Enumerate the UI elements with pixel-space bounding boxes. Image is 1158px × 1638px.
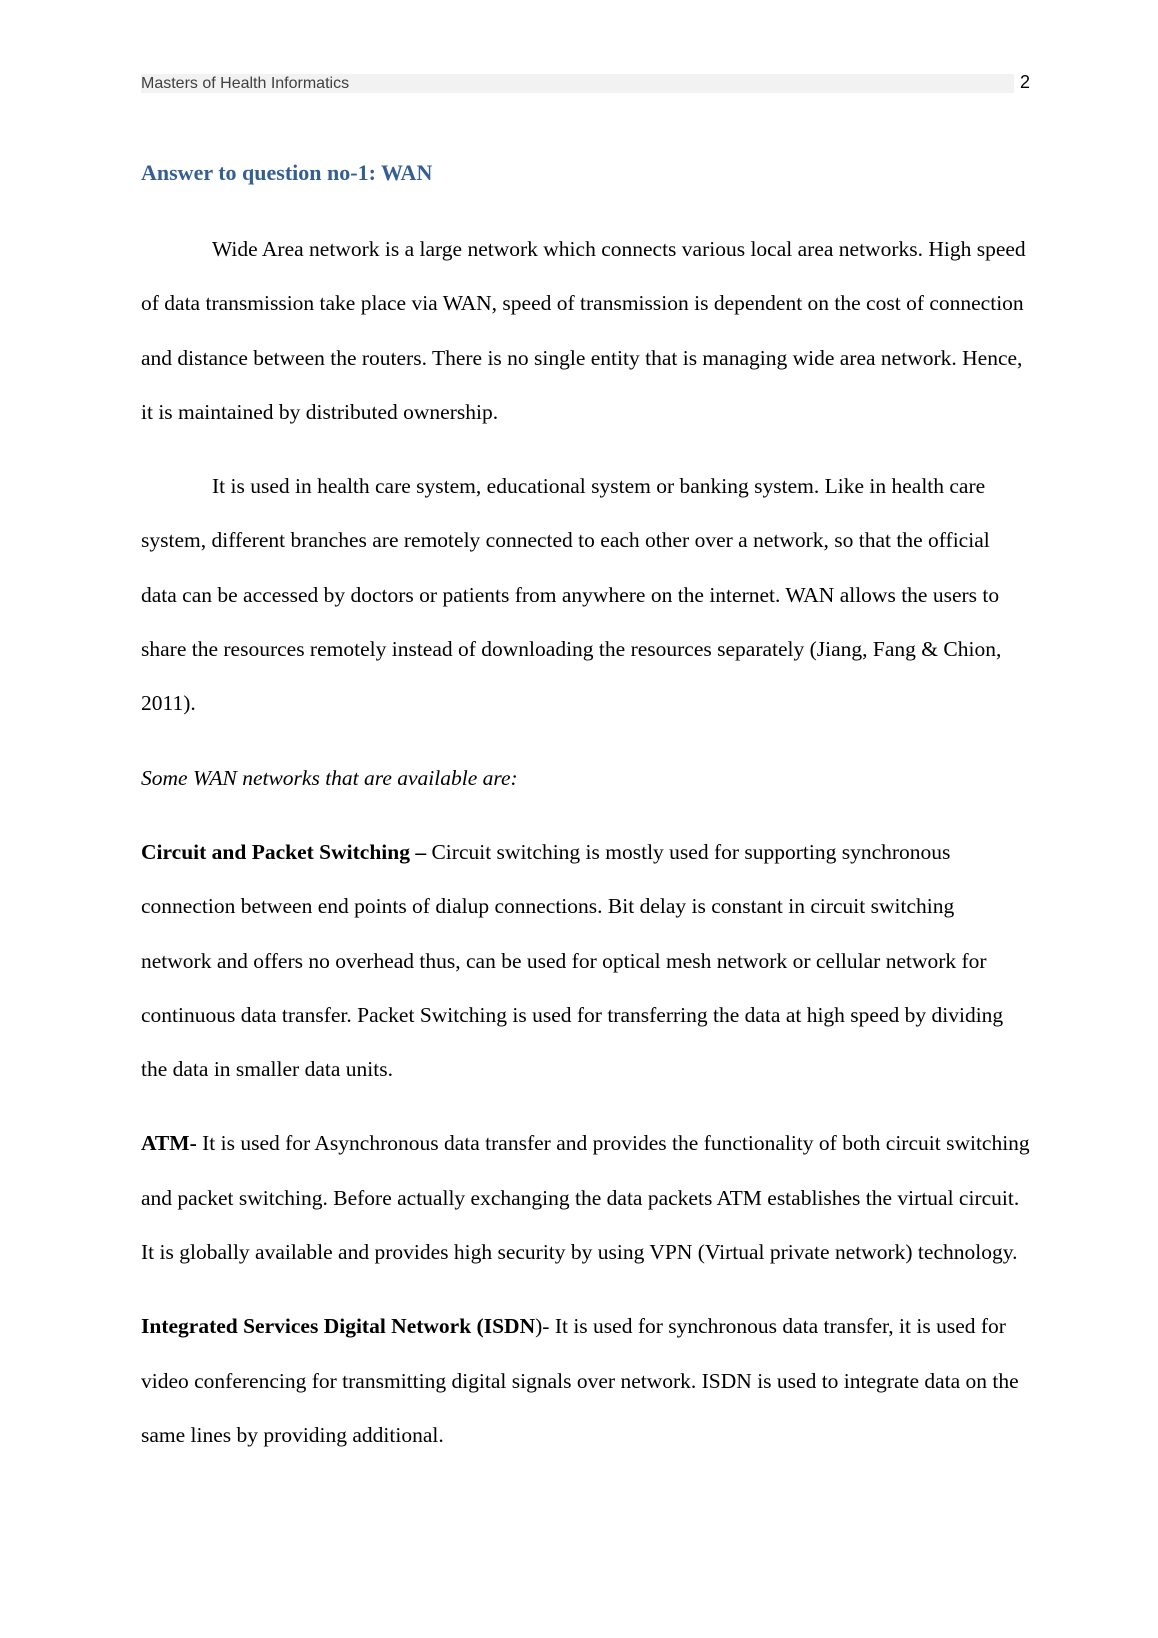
network-term: ATM (141, 1131, 190, 1156)
network-item-circuit-packet (141, 825, 1030, 1096)
networks-lead-in: Some WAN networks that are available are: (141, 765, 518, 790)
running-header (141, 74, 1030, 93)
network-description: It is used for Asynchronous data transfer and provides the functionality of both circuit switching and packet switching. Before actually exchanging the data packets ATM establishes the virtual circuit. It is globally available and provides high security by using VPN (Virtual private network) technology. (141, 1131, 1030, 1265)
paragraph-wan-usage: It is used in health care system, educational system or banking system. Like in health care system, different branches are remotely connected to each other over a network, so that the official data can be accessed by doctors or patients from anywhere on the internet. WAN allows the users to share the resources remotely instead of downloading the resources separately (Jiang, Fang & Chion, 2011). (141, 474, 1002, 716)
section-heading: Answer to question no-1: WAN (141, 160, 433, 185)
network-item-atm (141, 1116, 1030, 1279)
page-number: 2 (1014, 72, 1030, 93)
network-term-separator: - (189, 1131, 203, 1156)
network-term: Integrated Services Digital Network (ISDN (141, 1314, 536, 1339)
network-term-separator: )- (535, 1314, 555, 1339)
paragraph-wan-definition: Wide Area network is a large network which connects various local area networks. High speed of data transmission take place via WAN, speed of transmission is dependent on the cost of connection and distance between the routers. There is no single entity that is managing wide area network. Hence, it is maintained by distributed ownership. (141, 237, 1026, 424)
network-description: It is used for synchronous data transfer, it is used for video conferencing for transmitting digital signals over network. ISDN is used to integrate data on the same lines by providing additional. (141, 1314, 1019, 1447)
network-term: Circuit and Packet Switching (141, 839, 410, 864)
running-title: Masters of Health Informatics (141, 75, 350, 92)
network-description: Circuit switching is mostly used for supporting synchronous connection between end points of dialup connections. Bit delay is constant in circuit switching network and offers no overhead thus, can be used for optical mesh network or cellular network for continuous data transfer. Packet Switching is used for transferring the data at high speed by dividing the data in smaller data units. (141, 839, 1004, 1082)
document-body (141, 160, 1030, 1462)
network-term-separator: – (409, 839, 432, 864)
network-item-isdn (141, 1299, 1030, 1462)
